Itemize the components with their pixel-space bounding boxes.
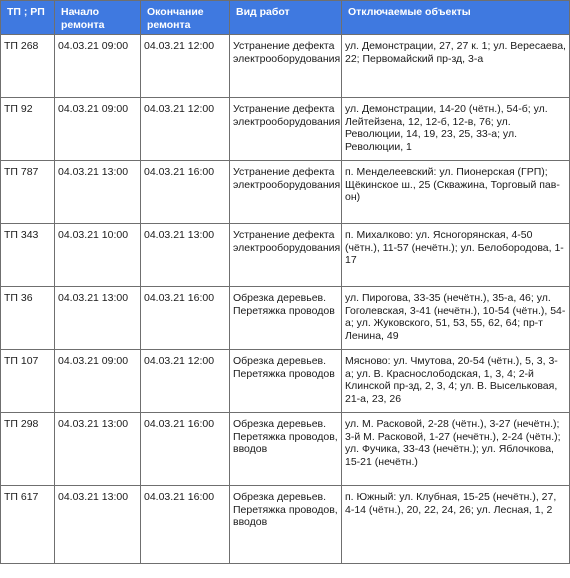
cell-work-type: Устранение дефекта электрооборудования: [230, 161, 342, 224]
cell-start: 04.03.21 09:00: [55, 98, 141, 161]
table-row: [1, 161, 570, 224]
cell-objects: п. Менделеевский: ул. Пионерская (ГРП); Щёкинское ш., 25 (Скважина, Торговый пав-он): [342, 161, 570, 224]
table-header: [1, 1, 570, 35]
cell-end: 04.03.21 16:00: [141, 287, 230, 350]
cell-start: 04.03.21 13:00: [55, 413, 141, 486]
cell-tp: ТП 107: [1, 350, 55, 413]
cell-start: 04.03.21 09:00: [55, 35, 141, 98]
cell-work-type: Обрезка деревьев. Перетяжка проводов, вводов: [230, 486, 342, 564]
table-row: [1, 35, 570, 98]
cell-end: 04.03.21 13:00: [141, 224, 230, 287]
table-row: [1, 350, 570, 413]
table-row: [1, 486, 570, 564]
cell-work-type: Устранение дефекта электрооборудования: [230, 35, 342, 98]
cell-start: 04.03.21 09:00: [55, 350, 141, 413]
header-work-type: Вид работ: [230, 1, 342, 35]
cell-end: 04.03.21 12:00: [141, 350, 230, 413]
header-end: Окончание ремонта: [141, 1, 230, 35]
cell-tp: ТП 617: [1, 486, 55, 564]
cell-end: 04.03.21 12:00: [141, 35, 230, 98]
cell-objects: п. Михалково: ул. Ясногорянская, 4-50 (чётн.), 11-57 (нечётн.); ул. Белобородова, 1-17: [342, 224, 570, 287]
table-row: [1, 413, 570, 486]
cell-tp: ТП 92: [1, 98, 55, 161]
header-row: [1, 1, 570, 35]
cell-end: 04.03.21 16:00: [141, 413, 230, 486]
table-row: [1, 287, 570, 350]
cell-objects: Мясново: ул. Чмутова, 20-54 (чётн.), 5, 3, 3-а; ул. В. Краснослободская, 1, 3, 4; 2-й Клинской пр-зд, 2, 3, 4; ул. В. Высельковая, 21-а, 23, 26: [342, 350, 570, 413]
cell-objects: ул. Демонстрации, 27, 27 к. 1; ул. Вересаева, 22; Первомайский пр-зд, 3-а: [342, 35, 570, 98]
cell-end: 04.03.21 12:00: [141, 98, 230, 161]
cell-objects: ул. М. Расковой, 2-28 (чётн.), 3-27 (нечётн.); 3-й М. Расковой, 1-27 (нечётн.), 2-24 (чётн.); ул. Фучика, 33-43 (нечётн.); ул. Яблочкова, 15-21 (нечётн.): [342, 413, 570, 486]
cell-work-type: Устранение дефекта электрооборудования: [230, 224, 342, 287]
cell-work-type: Устранение дефекта электрооборудования: [230, 98, 342, 161]
table-row: [1, 98, 570, 161]
cell-tp: ТП 36: [1, 287, 55, 350]
table-row: [1, 224, 570, 287]
cell-tp: ТП 298: [1, 413, 55, 486]
cell-objects: ул. Демонстрации, 14-20 (чётн.), 54-б; ул. Лейтейзена, 12, 12-б, 12-в, 76; ул. Революции, 14, 19, 23, 25, 33-а; ул. Революции, 1: [342, 98, 570, 161]
header-tp: ТП ; РП: [1, 1, 55, 35]
cell-work-type: Обрезка деревьев. Перетяжка проводов: [230, 287, 342, 350]
cell-objects: ул. Пирогова, 33-35 (нечётн.), 35-а, 46; ул. Гоголевская, 3-41 (нечётн.), 10-54 (чётн.), 54-а; ул. Жуковского, 51, 53, 55, 62, 64; пр-т Ленина, 49: [342, 287, 570, 350]
cell-tp: ТП 268: [1, 35, 55, 98]
table-body: [1, 35, 570, 564]
header-objects: Отключаемые объекты: [342, 1, 570, 35]
cell-start: 04.03.21 13:00: [55, 486, 141, 564]
cell-end: 04.03.21 16:00: [141, 161, 230, 224]
cell-tp: ТП 343: [1, 224, 55, 287]
cell-end: 04.03.21 16:00: [141, 486, 230, 564]
cell-objects: п. Южный: ул. Клубная, 15-25 (нечётн.), 27, 4-14 (чётн.), 20, 22, 24, 26; ул. Лесная, 1, 2: [342, 486, 570, 564]
cell-start: 04.03.21 10:00: [55, 224, 141, 287]
cell-start: 04.03.21 13:00: [55, 161, 141, 224]
cell-start: 04.03.21 13:00: [55, 287, 141, 350]
cell-tp: ТП 787: [1, 161, 55, 224]
cell-work-type: Обрезка деревьев. Перетяжка проводов: [230, 350, 342, 413]
cell-work-type: Обрезка деревьев. Перетяжка проводов, вводов: [230, 413, 342, 486]
header-start: Начало ремонта: [55, 1, 141, 35]
